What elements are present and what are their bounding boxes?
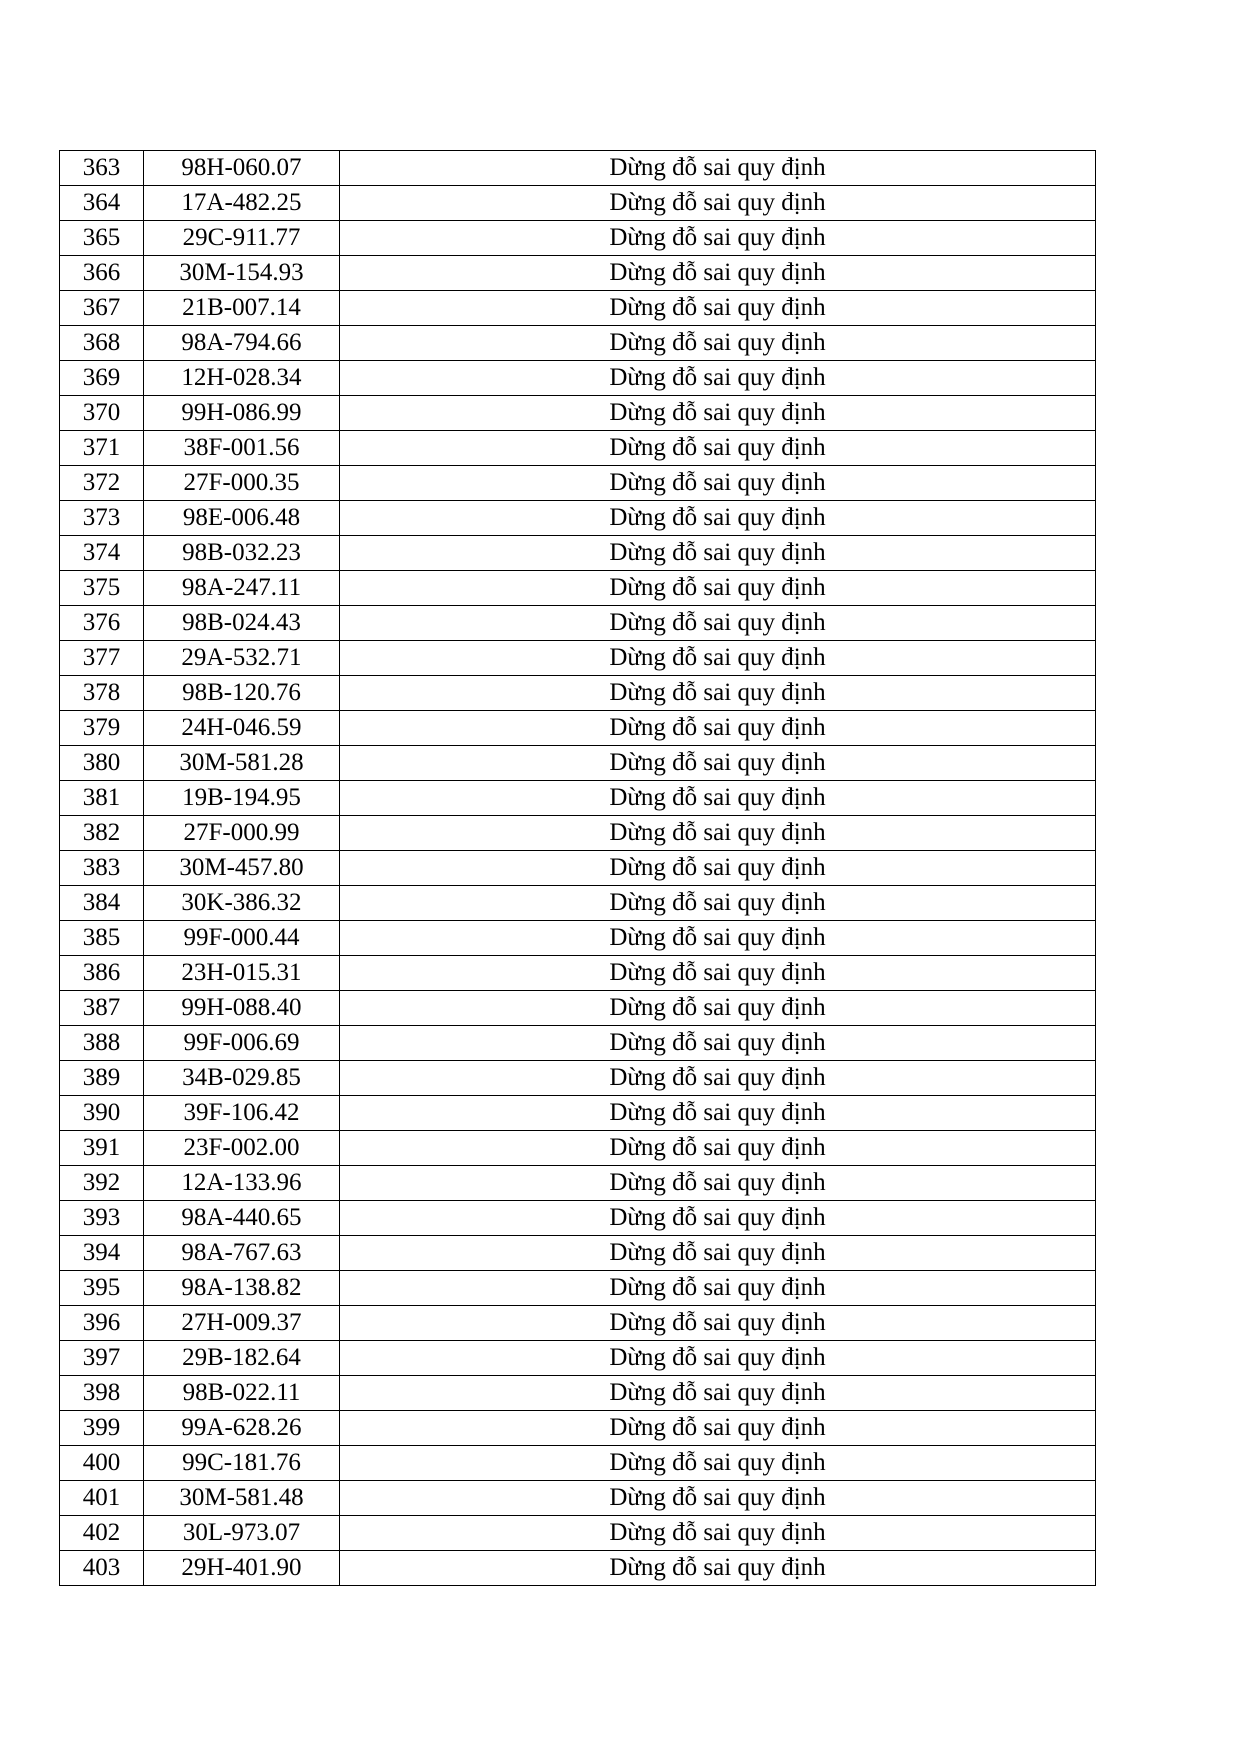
license-plate-cell: 38F-001.56 — [144, 431, 340, 466]
license-plate-cell: 30K-386.32 — [144, 886, 340, 921]
table-row — [60, 676, 1096, 711]
violation-cell: Dừng đỗ sai quy định — [340, 1061, 1096, 1096]
license-plate-cell: 98B-032.23 — [144, 536, 340, 571]
row-number-cell: 385 — [60, 921, 144, 956]
table-row — [60, 746, 1096, 781]
violation-cell: Dừng đỗ sai quy định — [340, 851, 1096, 886]
table-row — [60, 781, 1096, 816]
table-row — [60, 221, 1096, 256]
row-number-cell: 366 — [60, 256, 144, 291]
violation-cell: Dừng đỗ sai quy định — [340, 501, 1096, 536]
table-row — [60, 1516, 1096, 1551]
row-number-cell: 403 — [60, 1551, 144, 1586]
row-number-cell: 375 — [60, 571, 144, 606]
license-plate-cell: 98B-120.76 — [144, 676, 340, 711]
row-number-cell: 370 — [60, 396, 144, 431]
table-row — [60, 1236, 1096, 1271]
license-plate-cell: 98A-247.11 — [144, 571, 340, 606]
table-row — [60, 1446, 1096, 1481]
violation-cell: Dừng đỗ sai quy định — [340, 641, 1096, 676]
violation-cell: Dừng đỗ sai quy định — [340, 396, 1096, 431]
violation-cell: Dừng đỗ sai quy định — [340, 711, 1096, 746]
violation-cell: Dừng đỗ sai quy định — [340, 256, 1096, 291]
table-row — [60, 1481, 1096, 1516]
row-number-cell: 373 — [60, 501, 144, 536]
violation-cell: Dừng đỗ sai quy định — [340, 431, 1096, 466]
license-plate-cell: 98H-060.07 — [144, 151, 340, 186]
violation-cell: Dừng đỗ sai quy định — [340, 1376, 1096, 1411]
table-row — [60, 606, 1096, 641]
table-row — [60, 1201, 1096, 1236]
table-row — [60, 1096, 1096, 1131]
violation-cell: Dừng đỗ sai quy định — [340, 956, 1096, 991]
table-row — [60, 1131, 1096, 1166]
table-row — [60, 1306, 1096, 1341]
violation-cell: Dừng đỗ sai quy định — [340, 746, 1096, 781]
row-number-cell: 372 — [60, 466, 144, 501]
license-plate-cell: 99A-628.26 — [144, 1411, 340, 1446]
table-row — [60, 641, 1096, 676]
table-row — [60, 1341, 1096, 1376]
violation-cell: Dừng đỗ sai quy định — [340, 1306, 1096, 1341]
violation-cell: Dừng đỗ sai quy định — [340, 221, 1096, 256]
row-number-cell: 382 — [60, 816, 144, 851]
license-plate-cell: 23F-002.00 — [144, 1131, 340, 1166]
table-row — [60, 956, 1096, 991]
table-row — [60, 1411, 1096, 1446]
table-row — [60, 396, 1096, 431]
row-number-cell: 398 — [60, 1376, 144, 1411]
license-plate-cell: 98E-006.48 — [144, 501, 340, 536]
violation-cell: Dừng đỗ sai quy định — [340, 1131, 1096, 1166]
license-plate-cell: 29C-911.77 — [144, 221, 340, 256]
row-number-cell: 371 — [60, 431, 144, 466]
license-plate-cell: 30M-581.28 — [144, 746, 340, 781]
license-plate-cell: 12A-133.96 — [144, 1166, 340, 1201]
table-row — [60, 1061, 1096, 1096]
row-number-cell: 392 — [60, 1166, 144, 1201]
table-row — [60, 291, 1096, 326]
row-number-cell: 376 — [60, 606, 144, 641]
violation-cell: Dừng đỗ sai quy định — [340, 536, 1096, 571]
row-number-cell: 365 — [60, 221, 144, 256]
license-plate-cell: 99H-086.99 — [144, 396, 340, 431]
license-plate-cell: 23H-015.31 — [144, 956, 340, 991]
license-plate-cell: 29B-182.64 — [144, 1341, 340, 1376]
license-plate-cell: 99C-181.76 — [144, 1446, 340, 1481]
license-plate-cell: 24H-046.59 — [144, 711, 340, 746]
violations-table-body — [60, 151, 1096, 1586]
table-row — [60, 851, 1096, 886]
violation-cell: Dừng đỗ sai quy định — [340, 1096, 1096, 1131]
table-row — [60, 151, 1096, 186]
violation-cell: Dừng đỗ sai quy định — [340, 1201, 1096, 1236]
table-row — [60, 886, 1096, 921]
license-plate-cell: 98B-024.43 — [144, 606, 340, 641]
row-number-cell: 387 — [60, 991, 144, 1026]
violation-cell: Dừng đỗ sai quy định — [340, 1411, 1096, 1446]
license-plate-cell: 27H-009.37 — [144, 1306, 340, 1341]
violation-cell: Dừng đỗ sai quy định — [340, 676, 1096, 711]
table-row — [60, 571, 1096, 606]
row-number-cell: 368 — [60, 326, 144, 361]
violation-cell: Dừng đỗ sai quy định — [340, 1236, 1096, 1271]
table-row — [60, 991, 1096, 1026]
row-number-cell: 364 — [60, 186, 144, 221]
violation-cell: Dừng đỗ sai quy định — [340, 1551, 1096, 1586]
row-number-cell: 402 — [60, 1516, 144, 1551]
violation-cell: Dừng đỗ sai quy định — [340, 781, 1096, 816]
license-plate-cell: 99F-000.44 — [144, 921, 340, 956]
table-row — [60, 536, 1096, 571]
license-plate-cell: 30M-457.80 — [144, 851, 340, 886]
license-plate-cell: 30M-581.48 — [144, 1481, 340, 1516]
license-plate-cell: 27F-000.99 — [144, 816, 340, 851]
license-plate-cell: 30M-154.93 — [144, 256, 340, 291]
license-plate-cell: 34B-029.85 — [144, 1061, 340, 1096]
violation-cell: Dừng đỗ sai quy định — [340, 466, 1096, 501]
violation-cell: Dừng đỗ sai quy định — [340, 1026, 1096, 1061]
row-number-cell: 386 — [60, 956, 144, 991]
table-row — [60, 711, 1096, 746]
row-number-cell: 390 — [60, 1096, 144, 1131]
violation-cell: Dừng đỗ sai quy định — [340, 1166, 1096, 1201]
row-number-cell: 394 — [60, 1236, 144, 1271]
table-row — [60, 361, 1096, 396]
violation-cell: Dừng đỗ sai quy định — [340, 1481, 1096, 1516]
row-number-cell: 381 — [60, 781, 144, 816]
row-number-cell: 395 — [60, 1271, 144, 1306]
table-row — [60, 1166, 1096, 1201]
row-number-cell: 397 — [60, 1341, 144, 1376]
row-number-cell: 389 — [60, 1061, 144, 1096]
violation-cell: Dừng đỗ sai quy định — [340, 886, 1096, 921]
row-number-cell: 388 — [60, 1026, 144, 1061]
violation-cell: Dừng đỗ sai quy định — [340, 326, 1096, 361]
table-row — [60, 501, 1096, 536]
row-number-cell: 369 — [60, 361, 144, 396]
license-plate-cell: 29A-532.71 — [144, 641, 340, 676]
license-plate-cell: 98A-767.63 — [144, 1236, 340, 1271]
license-plate-cell: 99F-006.69 — [144, 1026, 340, 1061]
row-number-cell: 378 — [60, 676, 144, 711]
violation-cell: Dừng đỗ sai quy định — [340, 291, 1096, 326]
row-number-cell: 384 — [60, 886, 144, 921]
license-plate-cell: 12H-028.34 — [144, 361, 340, 396]
table-row — [60, 1271, 1096, 1306]
violation-cell: Dừng đỗ sai quy định — [340, 816, 1096, 851]
row-number-cell: 379 — [60, 711, 144, 746]
license-plate-cell: 19B-194.95 — [144, 781, 340, 816]
table-row — [60, 1376, 1096, 1411]
violation-cell: Dừng đỗ sai quy định — [340, 186, 1096, 221]
license-plate-cell: 98A-138.82 — [144, 1271, 340, 1306]
license-plate-cell: 98B-022.11 — [144, 1376, 340, 1411]
license-plate-cell: 27F-000.35 — [144, 466, 340, 501]
row-number-cell: 400 — [60, 1446, 144, 1481]
table-row — [60, 816, 1096, 851]
table-row — [60, 1026, 1096, 1061]
row-number-cell: 396 — [60, 1306, 144, 1341]
table-row — [60, 326, 1096, 361]
table-row — [60, 1551, 1096, 1586]
row-number-cell: 391 — [60, 1131, 144, 1166]
license-plate-cell: 39F-106.42 — [144, 1096, 340, 1131]
license-plate-cell: 21B-007.14 — [144, 291, 340, 326]
row-number-cell: 401 — [60, 1481, 144, 1516]
violation-cell: Dừng đỗ sai quy định — [340, 991, 1096, 1026]
violations-table — [59, 150, 1096, 1586]
row-number-cell: 374 — [60, 536, 144, 571]
license-plate-cell: 98A-440.65 — [144, 1201, 340, 1236]
row-number-cell: 383 — [60, 851, 144, 886]
table-row — [60, 431, 1096, 466]
violation-cell: Dừng đỗ sai quy định — [340, 1446, 1096, 1481]
violation-cell: Dừng đỗ sai quy định — [340, 1341, 1096, 1376]
violation-cell: Dừng đỗ sai quy định — [340, 921, 1096, 956]
row-number-cell: 377 — [60, 641, 144, 676]
violation-cell: Dừng đỗ sai quy định — [340, 151, 1096, 186]
license-plate-cell: 99H-088.40 — [144, 991, 340, 1026]
violation-cell: Dừng đỗ sai quy định — [340, 1271, 1096, 1306]
violation-cell: Dừng đỗ sai quy định — [340, 606, 1096, 641]
row-number-cell: 393 — [60, 1201, 144, 1236]
violation-cell: Dừng đỗ sai quy định — [340, 571, 1096, 606]
table-row — [60, 186, 1096, 221]
row-number-cell: 380 — [60, 746, 144, 781]
table-row — [60, 256, 1096, 291]
row-number-cell: 399 — [60, 1411, 144, 1446]
license-plate-cell: 17A-482.25 — [144, 186, 340, 221]
row-number-cell: 367 — [60, 291, 144, 326]
table-row — [60, 466, 1096, 501]
row-number-cell: 363 — [60, 151, 144, 186]
table-row — [60, 921, 1096, 956]
license-plate-cell: 29H-401.90 — [144, 1551, 340, 1586]
license-plate-cell: 30L-973.07 — [144, 1516, 340, 1551]
violation-cell: Dừng đỗ sai quy định — [340, 1516, 1096, 1551]
license-plate-cell: 98A-794.66 — [144, 326, 340, 361]
violation-cell: Dừng đỗ sai quy định — [340, 361, 1096, 396]
